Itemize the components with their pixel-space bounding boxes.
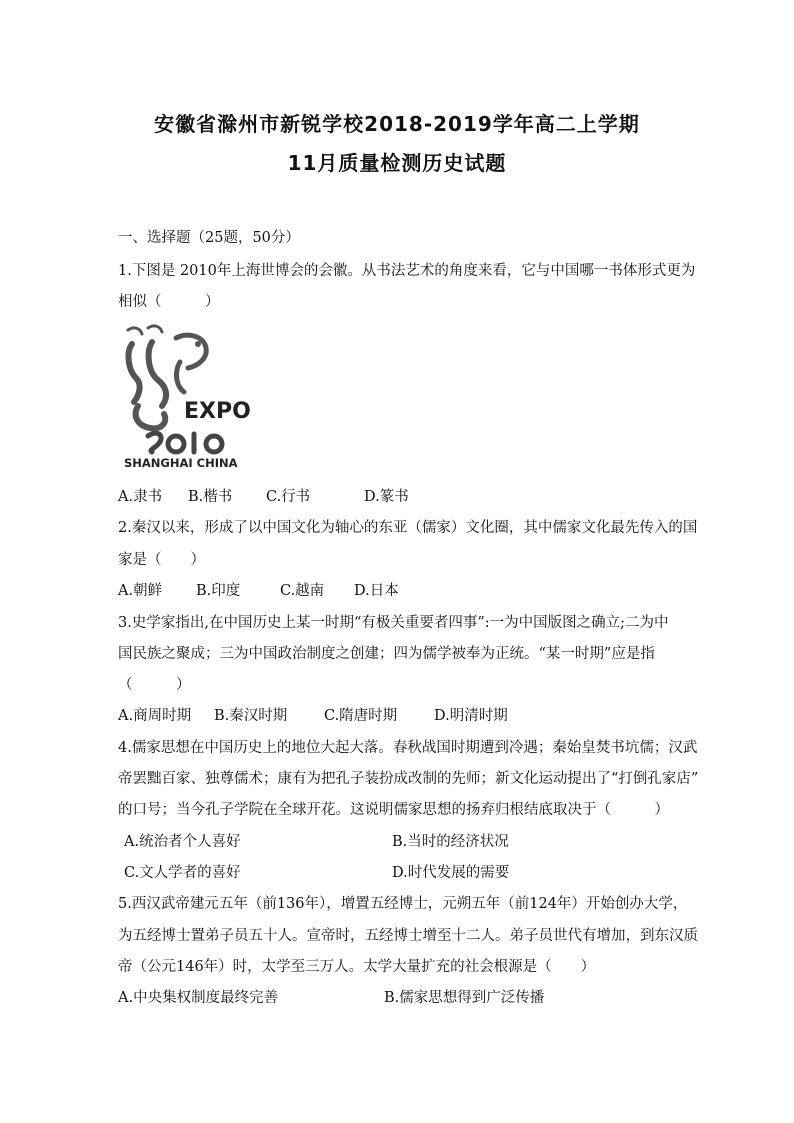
q4-option-c[interactable]: C.文人学者的喜好 — [124, 865, 241, 881]
q3-option-a[interactable]: A.商周时期 — [118, 708, 192, 724]
q3-text-line-2: 国民族之聚成；三为中国政治制度之创建；四为儒学被奉为正统。“某一时期”应是指 — [118, 646, 655, 662]
q4-option-b[interactable]: B.当时的经济状况 — [392, 834, 509, 850]
q1-option-a[interactable]: A.隶书 — [118, 489, 163, 505]
q1-option-d[interactable]: D.篆书 — [364, 489, 409, 505]
q5-option-a[interactable]: A.中央集权制度最终完善 — [118, 990, 279, 1006]
q1-option-c[interactable]: C.行书 — [266, 489, 311, 505]
q1-option-b[interactable]: B.楷书 — [188, 489, 233, 505]
q4-option-a[interactable]: A.统治者个人喜好 — [124, 834, 241, 850]
q2-option-b[interactable]: B.印度 — [196, 583, 241, 599]
exam-title-line-2: 11月质量检测历史试题 — [287, 151, 507, 175]
expo-2010-emblem-icon — [118, 322, 258, 472]
q3-options — [118, 706, 678, 726]
q2-text-line-1: 2.秦汉以来，形成了以中国文化为轴心的东亚（儒家）文化圈，其中儒家文化最先传入的国 — [118, 520, 698, 536]
q5-options — [118, 988, 678, 1008]
q2-text-line-2: 家是（ ） — [118, 552, 205, 568]
q4-text-line-1: 4.儒家思想在中国历史上的地位大起大落。春秋战国时期遭到冷遇；秦始皇焚书坑儒；汉武 — [118, 740, 698, 756]
q3-text-line-1: 3.史学家指出,在中国历史上某一时期“有极关重要者四事”:一为中国版图之确立;二为中 — [118, 615, 669, 631]
q5-text-line-2: 为五经博士置弟子员五十人。宣帝时，五经博士增至十二人。弟子员世代有增加，到东汉质 — [118, 928, 698, 944]
q1-text-line-1: 1.下图是 2010年上海世博会的会徽。从书法艺术的角度来看，它与中国哪一书体形式更为 — [118, 263, 696, 279]
q4-options-row-1 — [118, 832, 678, 852]
q4-text-line-2: 帝罢黜百家、独尊儒术；康有为把孔子装扮成改制的先师；新文化运动提出了“打倒孔家店” — [118, 771, 699, 787]
expo-logo-text: EXPO — [184, 399, 251, 424]
q4-option-d[interactable]: D.时代发展的需要 — [392, 865, 510, 881]
q2-option-c[interactable]: C.越南 — [280, 583, 325, 599]
q1-options — [118, 487, 678, 507]
q3-option-c[interactable]: C.隋唐时期 — [324, 708, 398, 724]
q4-text-line-3: 的口号；当今孔子学院在全球开花。这说明儒家思想的扬弃归根结底取决于（ ） — [118, 802, 669, 818]
expo-emblem-graphic — [118, 322, 258, 472]
q5-option-b[interactable]: B.儒家思想得到广泛传播 — [384, 990, 545, 1006]
q1-text-line-2: 相似（ ） — [118, 294, 220, 310]
q3-text-line-3: （ ） — [118, 677, 191, 693]
q2-options — [118, 581, 678, 601]
q3-option-d[interactable]: D.明清时期 — [434, 708, 508, 724]
expo-logo-subtitle: SHANGHAI CHINA — [124, 456, 238, 470]
q5-text-line-3: 帝（公元146年）时，太学至三万人。太学大量扩充的社会根源是（ ） — [118, 959, 596, 975]
section-heading: 一、选择题（25题，50分） — [118, 230, 300, 246]
q5-text-line-1: 5.西汉武帝建元五年（前136年），增置五经博士，元朔五年（前124年）开始创办大学， — [118, 896, 688, 912]
exam-title-line-1: 安徽省滁州市新锐学校2018-2019学年高二上学期 — [154, 112, 640, 136]
q2-option-a[interactable]: A.朝鲜 — [118, 583, 163, 599]
q2-option-d[interactable]: D.日本 — [354, 583, 399, 599]
q4-options-row-2 — [118, 863, 678, 883]
q3-option-b[interactable]: B.秦汉时期 — [214, 708, 288, 724]
